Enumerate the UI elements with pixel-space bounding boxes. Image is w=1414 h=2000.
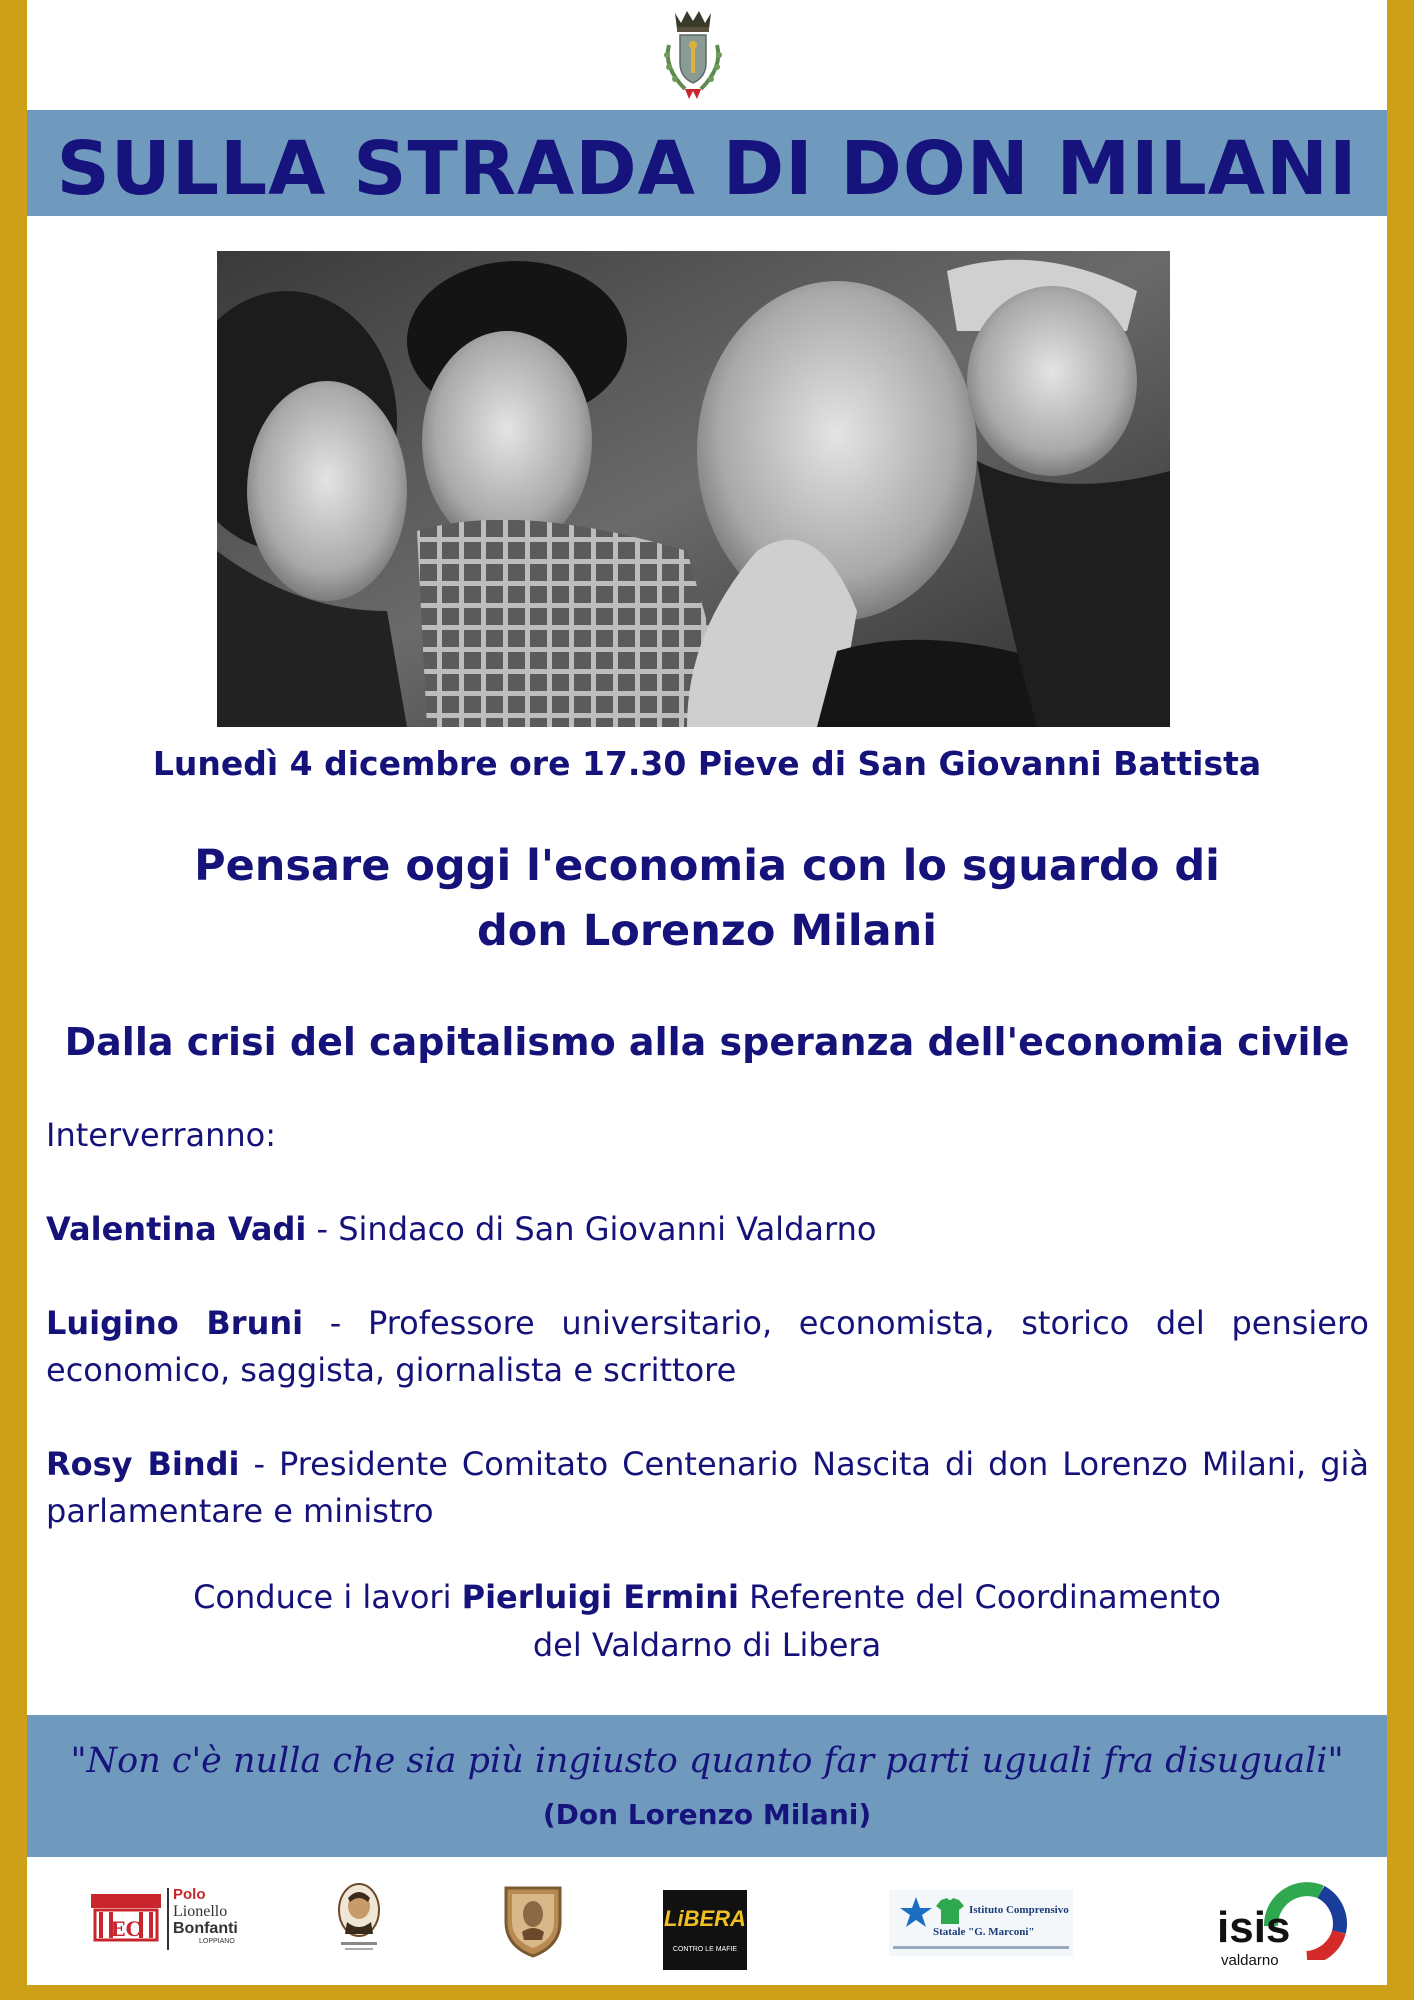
- speakers-intro: Interverranno:: [46, 1116, 277, 1154]
- marconi-small-print: [893, 1946, 1069, 1949]
- speaker-name: Valentina Vadi: [46, 1210, 307, 1248]
- quote-band: [27, 1715, 1387, 1857]
- speakers-section: [46, 1112, 1369, 1582]
- isis-subtext: valdarno: [1221, 1952, 1279, 1969]
- talk-title: [27, 834, 1387, 964]
- quote-text: "Non c'è nulla che sia più ingiusto quanto far parti uguali fra disuguali": [70, 1741, 1344, 1781]
- speaker-name: Rosy Bindi: [46, 1445, 240, 1483]
- speaker-role: - Professore universitario, economista, storico del pensiero economico, saggista, giornalista e scrittore: [46, 1304, 1370, 1389]
- speaker-entry: [46, 1206, 1369, 1253]
- libera-text: LiBERA: [664, 1906, 746, 1931]
- sponsor-logos: [27, 1860, 1387, 1985]
- talk-title-line2: don Lorenzo Milani: [476, 906, 937, 956]
- marconi-line2: Statale "G. Marconi": [933, 1926, 1035, 1938]
- marconi-school-logo: [889, 1890, 1073, 1956]
- speaker-role: - Presidente Comitato Centenario Nascita di don Lorenzo Milani, già parlamentare e ministro: [46, 1445, 1370, 1530]
- isis-valdarno-logo: [1217, 1882, 1357, 1972]
- speaker-entry: [46, 1300, 1369, 1394]
- polo-line3: Bonfanti: [173, 1920, 238, 1937]
- polo-mark-text: EC: [110, 1917, 142, 1941]
- speaker-role: - Sindaco di San Giovanni Valdarno: [306, 1210, 877, 1248]
- libera-logo: [663, 1890, 747, 1970]
- libera-subtext: CONTRO LE MAFIE: [672, 1946, 738, 1953]
- polo-divider: [167, 1888, 169, 1950]
- marconi-shirt-icon: [935, 1896, 965, 1926]
- quote-author: (Don Lorenzo Milani): [542, 1798, 872, 1831]
- polo-line4: LOPPIANO: [199, 1938, 235, 1945]
- speaker-name: Luigino Bruni: [46, 1304, 304, 1342]
- marconi-star-icon: [899, 1896, 933, 1930]
- polo-bonfanti-logo: [89, 1886, 249, 1956]
- page-title: SULLA STRADA DI DON MILANI: [56, 126, 1358, 212]
- title-band: [27, 110, 1387, 216]
- isis-text: isis: [1217, 1903, 1291, 1952]
- municipal-crest-icon: [655, 5, 731, 105]
- event-datetime-location: Lunedì 4 dicembre ore 17.30 Pieve di San Giovanni Battista: [152, 744, 1262, 783]
- portrait-seal-icon: [335, 1882, 383, 1956]
- conductor-note: [27, 1573, 1387, 1669]
- talk-subtitle: Dalla crisi del capitalismo alla speranza dell'economia civile: [64, 1020, 1350, 1064]
- conductor-line2: del Valdarno di Libera: [532, 1626, 882, 1664]
- conductor-prefix: Conduce i lavori: [193, 1578, 462, 1616]
- conductor-suffix: Referente del Coordinamento: [738, 1578, 1221, 1616]
- polo-bonfanti-mark-icon: [89, 1892, 163, 1946]
- speaker-entry: [46, 1441, 1369, 1535]
- don-milani-photo: [217, 251, 1170, 727]
- marconi-line1: Istituto Comprensivo: [969, 1904, 1069, 1916]
- polo-line1: Polo: [173, 1886, 206, 1903]
- conductor-line1: [27, 1573, 1387, 1621]
- talk-title-line1: Pensare oggi l'economia con lo sguardo di: [194, 841, 1220, 891]
- conductor-name: Pierluigi Ermini: [461, 1578, 739, 1616]
- polo-line2: Lionello: [173, 1903, 228, 1920]
- shield-emblem-icon: [502, 1882, 564, 1958]
